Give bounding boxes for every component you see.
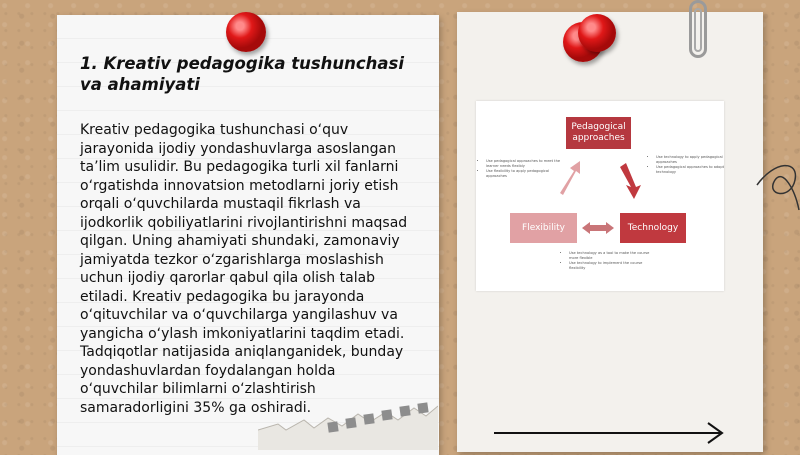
pedagogical-approaches-box: Pedagogical approaches: [566, 117, 631, 149]
pushpin-icon: [226, 12, 266, 52]
arrow-ped-tech: [620, 163, 641, 199]
note-item: • Use pedagogical approaches to meet the learner needs flexibly: [486, 159, 568, 169]
arrow-flex-tech: [582, 222, 614, 234]
approaches-diagram: [476, 101, 724, 291]
technology-box: Technology: [620, 213, 686, 243]
flexibility-box: Flexibility: [510, 213, 577, 243]
text-card: [57, 15, 439, 455]
note-item: • Use technology to implement the course flexibility: [569, 261, 659, 271]
note-item: • Use flexibility to apply pedagogical approaches: [486, 169, 568, 179]
pushpin-icon: [578, 14, 616, 52]
notes-right: [648, 155, 732, 175]
notes-left: [478, 159, 568, 179]
torn-paper-strip: [258, 400, 438, 450]
note-item: • Use technology as a tool to make the course more flexible: [569, 251, 659, 261]
note-item: • Use technology to apply pedagogical approaches: [656, 155, 732, 165]
slide-body-text: Kreativ pedagogika tushunchasi o‘quv jarayonida ijodiy yondashuvlarga asoslangan ta’lim usulidir. Bu pedagogika turli xil fanlarni o‘rgatishda innovatsion metodlarni joriy etish orqali o‘quvchilarda mustaqil fikrlash va ijodkorlik qobiliyatlarini rivojlantirishni maqsad qilgan. Uning ahamiyati shundaki, zamonaviy jamiyatda tezkor o‘zgarishlarga moslashish uchun ijodiy qarorlar qabul qila olish talab etiladi. Kreativ pedagogika bu jarayonda o‘qituvchilar va o‘quvchilarga yangilashuv va yangicha o‘ylash imkoniyatlarini taqdim etadi. Tadqiqotlar natijasida aniqlanganidek, bunday yondashuvlardan foydalangan holda o‘quvchilar bilimlarni o‘zlashtirish samaradorligini 35% ga oshiradi.: [80, 122, 408, 416]
paper-clip-inner: [694, 8, 702, 52]
right-arrow-icon: [494, 421, 726, 445]
decorative-loop-icon: [755, 150, 800, 220]
note-item: • Use pedagogical approaches to adopt technology: [656, 165, 732, 175]
slide-title: 1. Kreativ pedagogika tushunchasi va ahamiyati: [80, 54, 405, 94]
notes-bottom: [561, 251, 659, 271]
